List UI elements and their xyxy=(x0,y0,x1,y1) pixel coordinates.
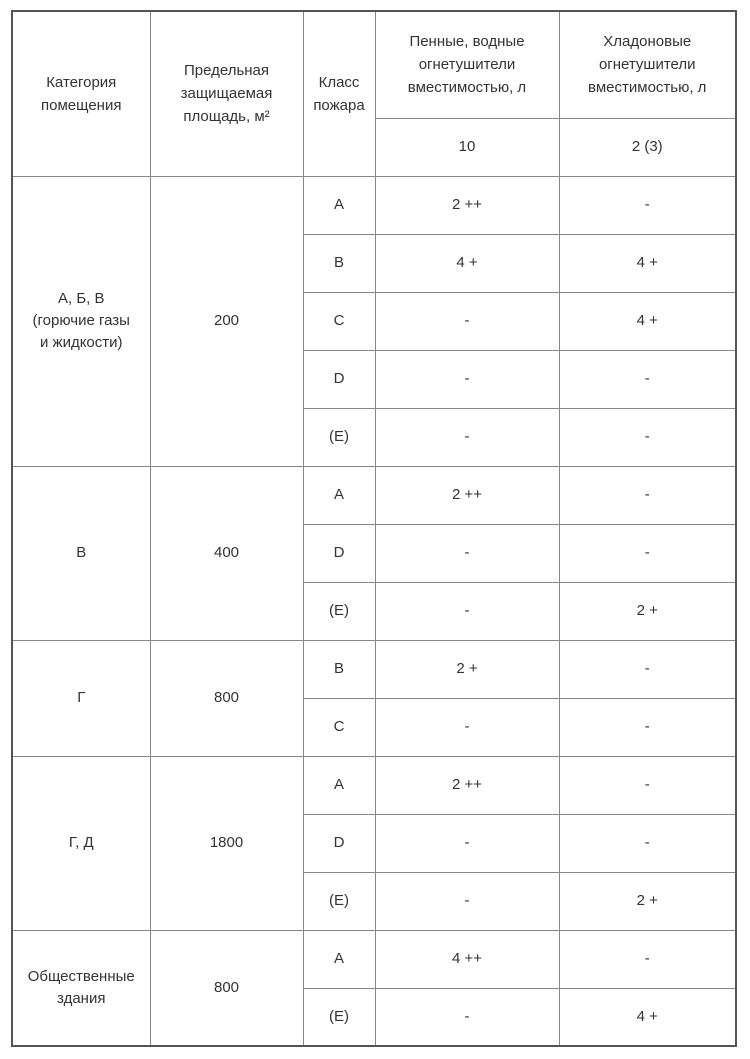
fire-class-cell: (E) xyxy=(303,988,375,1046)
header-freon-volume: 2 (3) xyxy=(559,118,736,176)
table-row xyxy=(12,930,736,988)
foam-water-cell: - xyxy=(375,698,559,756)
freon-cell: - xyxy=(559,350,736,408)
fire-class-cell: (E) xyxy=(303,872,375,930)
foam-water-cell: 4 + xyxy=(375,234,559,292)
header-row xyxy=(12,11,736,118)
fire-class-cell: D xyxy=(303,350,375,408)
freon-cell: - xyxy=(559,814,736,872)
header-fire-class: Класс пожара xyxy=(303,11,375,176)
table-row xyxy=(12,176,736,234)
freon-cell: - xyxy=(559,640,736,698)
area-cell: 400 xyxy=(150,466,303,640)
category-cell: В xyxy=(12,466,150,640)
freon-cell: - xyxy=(559,698,736,756)
freon-cell: 2 + xyxy=(559,582,736,640)
category-cell: Г, Д xyxy=(12,756,150,930)
fire-class-cell: (E) xyxy=(303,582,375,640)
fire-class-cell: D xyxy=(303,524,375,582)
freon-cell: 2 + xyxy=(559,872,736,930)
category-cell: Общественные здания xyxy=(12,930,150,1046)
foam-water-cell: - xyxy=(375,988,559,1046)
area-cell: 1800 xyxy=(150,756,303,930)
freon-cell: 4 + xyxy=(559,234,736,292)
foam-water-cell: - xyxy=(375,814,559,872)
fire-class-cell: C xyxy=(303,698,375,756)
foam-water-cell: 2 ++ xyxy=(375,466,559,524)
foam-water-cell: 4 ++ xyxy=(375,930,559,988)
header-freon: Хладоновые огнетушители вместимостью, л xyxy=(559,11,736,118)
foam-water-cell: 2 ++ xyxy=(375,756,559,814)
fire-class-cell: A xyxy=(303,756,375,814)
freon-cell: - xyxy=(559,466,736,524)
fire-class-cell: A xyxy=(303,930,375,988)
foam-water-cell: - xyxy=(375,408,559,466)
fire-class-cell: B xyxy=(303,640,375,698)
area-cell: 800 xyxy=(150,930,303,1046)
fire-class-cell: B xyxy=(303,234,375,292)
table-row xyxy=(12,640,736,698)
foam-water-cell: - xyxy=(375,350,559,408)
area-cell: 800 xyxy=(150,640,303,756)
freon-cell: - xyxy=(559,524,736,582)
fire-class-cell: A xyxy=(303,466,375,524)
foam-water-cell: 2 + xyxy=(375,640,559,698)
freon-cell: - xyxy=(559,756,736,814)
category-cell: Г xyxy=(12,640,150,756)
table-row xyxy=(12,466,736,524)
freon-cell: - xyxy=(559,930,736,988)
header-area: Предельная защищаемая площадь, м² xyxy=(150,11,303,176)
table-row xyxy=(12,756,736,814)
fire-class-cell: A xyxy=(303,176,375,234)
freon-cell: - xyxy=(559,408,736,466)
foam-water-cell: - xyxy=(375,292,559,350)
foam-water-cell: - xyxy=(375,872,559,930)
area-cell: 200 xyxy=(150,176,303,466)
header-foam-water: Пенные, водные огнетушители вместимостью, л xyxy=(375,11,559,118)
fire-class-cell: (E) xyxy=(303,408,375,466)
fire-class-cell: D xyxy=(303,814,375,872)
freon-cell: - xyxy=(559,176,736,234)
header-category: Категория помещения xyxy=(12,11,150,176)
foam-water-cell: - xyxy=(375,582,559,640)
header-foam-water-volume: 10 xyxy=(375,118,559,176)
extinguisher-table xyxy=(11,10,737,1047)
freon-cell: 4 + xyxy=(559,292,736,350)
foam-water-cell: 2 ++ xyxy=(375,176,559,234)
table-body xyxy=(12,11,736,1046)
freon-cell: 4 + xyxy=(559,988,736,1046)
category-cell: А, Б, В (горючие газы и жидкости) xyxy=(12,176,150,466)
foam-water-cell: - xyxy=(375,524,559,582)
fire-class-cell: C xyxy=(303,292,375,350)
